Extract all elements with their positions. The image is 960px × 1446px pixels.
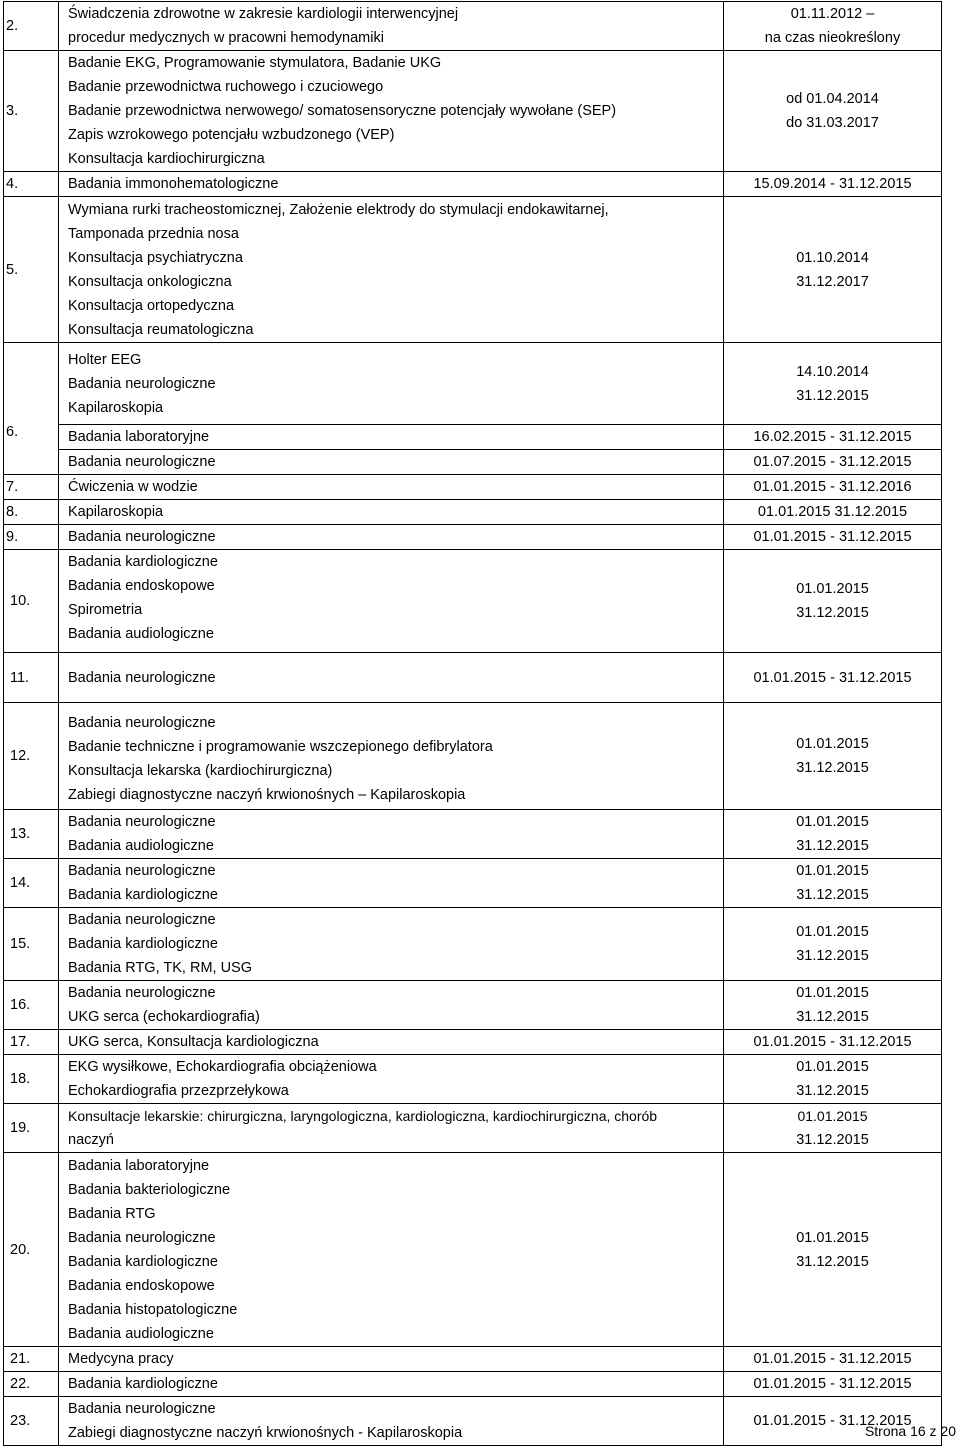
period-line: od 01.04.2014 xyxy=(786,91,879,107)
contract-period xyxy=(724,1372,942,1397)
service-item: Badania neurologiczne xyxy=(68,529,216,545)
service-description xyxy=(59,1397,724,1446)
table-row xyxy=(4,172,942,197)
table-row xyxy=(4,525,942,550)
contract-period xyxy=(724,343,942,425)
contract-period xyxy=(724,1104,942,1153)
service-item: Badanie przewodnictwa nerwowego/ somatosensoryczne potencjały wywołane (SEP) xyxy=(68,103,617,119)
table-row xyxy=(4,1153,942,1347)
period-line: 16.02.2015 - 31.12.2015 xyxy=(753,429,912,445)
service-item: Echokardiografia przezprzełykowa xyxy=(68,1083,289,1099)
service-description xyxy=(59,2,724,51)
service-item: Badania kardiologiczne xyxy=(68,936,218,952)
service-item: Badanie EKG, Programowanie stymulatora, Badanie UKG xyxy=(68,55,442,71)
period-line: 01.01.2015 - 31.12.2015 xyxy=(753,669,912,686)
row-number: 17. xyxy=(4,1030,59,1055)
period-line: 01.01.2015 - 31.12.2015 xyxy=(753,1351,912,1367)
service-item: Badania neurologiczne xyxy=(68,863,216,879)
contract-period xyxy=(724,1347,942,1372)
service-item: Badania audiologiczne xyxy=(68,1325,214,1342)
table-row xyxy=(4,197,942,343)
period-line: 01.11.2012 – xyxy=(790,6,875,22)
row-number: 11. xyxy=(4,653,59,703)
table-row xyxy=(4,343,942,425)
table-row xyxy=(4,810,942,859)
row-number: 6. xyxy=(4,343,59,475)
service-item: Ćwiczenia w wodzie xyxy=(68,479,198,495)
service-item: Świadczenia zdrowotne w zakresie kardiologii interwencyjnej xyxy=(68,6,459,22)
service-description xyxy=(59,425,724,450)
service-item: Zabiegi diagnostyczne naczyń krwionośnych – Kapilaroskopia xyxy=(68,787,466,803)
period-line: 31.12.2017 xyxy=(796,273,869,290)
service-item: Badania kardiologiczne xyxy=(68,1376,218,1392)
service-description xyxy=(59,1104,724,1153)
table-row xyxy=(4,1055,942,1104)
service-item: Konsultacja onkologiczna xyxy=(68,273,232,290)
service-description xyxy=(59,908,724,981)
period-line: 31.12.2015 xyxy=(796,887,869,903)
row-number: 18. xyxy=(4,1055,59,1104)
table-row xyxy=(4,2,942,51)
contract-period xyxy=(724,550,942,653)
period-line: 15.09.2014 - 31.12.2015 xyxy=(753,176,912,192)
service-description xyxy=(59,1347,724,1372)
service-item: UKG serca, Konsultacja kardiologiczna xyxy=(68,1034,319,1050)
row-number: 21. xyxy=(4,1347,59,1372)
table-row xyxy=(4,425,942,450)
period-line: 31.12.2015 xyxy=(796,1132,869,1148)
service-description xyxy=(59,1030,724,1055)
service-item: Badania RTG xyxy=(68,1205,156,1222)
row-number: 19. xyxy=(4,1104,59,1153)
contract-period xyxy=(724,810,942,859)
period-line: na czas nieokreślony xyxy=(764,30,901,46)
service-item: Konsultacja kardiochirurgiczna xyxy=(68,151,265,167)
table-row xyxy=(4,703,942,810)
service-item: Kapilaroskopia xyxy=(68,504,164,520)
service-item: Tamponada przednia nosa xyxy=(68,225,239,242)
contract-period xyxy=(724,197,942,343)
period-line: 31.12.2015 xyxy=(796,605,869,621)
period-line: 01.01.2015 xyxy=(796,581,869,597)
contract-period xyxy=(724,2,942,51)
row-number: 15. xyxy=(4,908,59,981)
service-item: Badania audiologiczne xyxy=(68,838,214,854)
service-description xyxy=(59,450,724,475)
period-line: 01.01.2015 - 31.12.2015 xyxy=(753,1376,912,1392)
table-row xyxy=(4,450,942,475)
table-row xyxy=(4,1397,942,1446)
contract-period xyxy=(724,981,942,1030)
service-item: Badania kardiologiczne xyxy=(68,1253,218,1270)
row-number: 3. xyxy=(4,51,59,172)
service-item: Konsultacja reumatologiczna xyxy=(68,321,254,338)
service-item: Badania neurologiczne xyxy=(68,715,216,731)
service-item: Konsultacje lekarskie: chirurgiczna, laryngologiczna, kardiologiczna, kardiochirurgiczna, chorób xyxy=(68,1108,658,1124)
period-line: 01.01.2015 xyxy=(796,736,869,752)
service-item: EKG wysiłkowe, Echokardiografia obciążeniowa xyxy=(68,1059,377,1075)
contract-period xyxy=(724,425,942,450)
row-number: 10. xyxy=(4,550,59,653)
contract-period xyxy=(724,450,942,475)
period-line: 01.01.2015 xyxy=(796,1229,869,1246)
contract-period xyxy=(724,1030,942,1055)
contract-period xyxy=(724,1055,942,1104)
service-item: Badania kardiologiczne xyxy=(68,887,218,903)
contract-period xyxy=(724,703,942,810)
service-item: Badania bakteriologiczne xyxy=(68,1181,231,1198)
period-line: 31.12.2015 xyxy=(796,838,869,854)
contract-period xyxy=(724,500,942,525)
table-row xyxy=(4,1372,942,1397)
service-item: Konsultacja psychiatryczna xyxy=(68,249,243,266)
table-row xyxy=(4,653,942,703)
contract-services-table xyxy=(3,1,942,1446)
row-number: 9. xyxy=(4,525,59,550)
service-item: Medycyna pracy xyxy=(68,1351,174,1367)
row-number: 2. xyxy=(4,2,59,51)
contract-period xyxy=(724,908,942,981)
row-number: 8. xyxy=(4,500,59,525)
service-item: Badania neurologiczne xyxy=(68,912,216,928)
contract-period xyxy=(724,525,942,550)
period-line: do 31.03.2017 xyxy=(786,115,879,131)
service-item: Badania laboratoryjne xyxy=(68,429,210,445)
period-line: 01.01.2015 xyxy=(796,814,869,830)
period-line: 01.10.2014 xyxy=(796,249,869,266)
period-line: 31.12.2015 xyxy=(796,387,869,404)
period-line: 31.12.2015 xyxy=(796,948,869,964)
service-item: Badania audiologiczne xyxy=(68,626,214,642)
row-number: 7. xyxy=(4,475,59,500)
table-row xyxy=(4,1347,942,1372)
period-line: 01.01.2015 xyxy=(797,1108,868,1124)
service-description xyxy=(59,810,724,859)
period-line: 01.01.2015 xyxy=(796,863,869,879)
service-item: Badania histopatologiczne xyxy=(68,1301,238,1318)
table-row xyxy=(4,550,942,653)
table-row xyxy=(4,908,942,981)
table-row xyxy=(4,475,942,500)
service-item: Badania endoskopowe xyxy=(68,1277,215,1294)
table-row xyxy=(4,859,942,908)
period-line: 01.01.2015 - 31.12.2015 xyxy=(753,1034,912,1050)
service-item: Konsultacja ortopedyczna xyxy=(68,297,235,314)
row-number: 4. xyxy=(4,172,59,197)
service-item: Badania neurologiczne xyxy=(68,669,216,686)
period-line: 01.01.2015 xyxy=(796,985,869,1001)
table-row xyxy=(4,1104,942,1153)
service-description xyxy=(59,1055,724,1104)
period-line: 01.01.2015 - 31.12.2015 xyxy=(753,1413,912,1429)
service-item: Wymiana rurki tracheostomicznej, Założenie elektrody do stymulacji endokawitarnej, xyxy=(68,201,609,218)
service-description xyxy=(59,859,724,908)
service-description xyxy=(59,197,724,343)
row-number: 12. xyxy=(4,703,59,810)
service-description xyxy=(59,51,724,172)
service-item: Badania kardiologiczne xyxy=(68,554,218,570)
period-line: 31.12.2015 xyxy=(796,1009,869,1025)
period-line: 31.12.2015 xyxy=(796,760,869,776)
service-description xyxy=(59,703,724,810)
service-item: naczyń xyxy=(68,1132,114,1148)
service-item: Badania neurologiczne xyxy=(68,454,216,470)
table-row xyxy=(4,981,942,1030)
row-number: 22. xyxy=(4,1372,59,1397)
row-number: 23. xyxy=(4,1397,59,1446)
period-line: 01.01.2015 31.12.2015 xyxy=(757,504,908,520)
service-item: Spirometria xyxy=(68,602,143,618)
service-item: Badania RTG, TK, RM, USG xyxy=(68,960,252,976)
row-number: 14. xyxy=(4,859,59,908)
service-description xyxy=(59,475,724,500)
service-item: Konsultacja lekarska (kardiochirurgiczna) xyxy=(68,763,333,779)
service-item: Badania neurologiczne xyxy=(68,985,216,1001)
service-item: Badania neurologiczne xyxy=(68,1229,216,1246)
service-item: Badania immonohematologiczne xyxy=(68,176,279,192)
service-description xyxy=(59,550,724,653)
period-line: 31.12.2015 xyxy=(796,1083,869,1099)
row-number: 5. xyxy=(4,197,59,343)
period-line: 01.01.2015 - 31.12.2016 xyxy=(753,479,912,495)
service-item: procedur medycznych w pracowni hemodynamiki xyxy=(68,30,384,46)
service-description xyxy=(59,1372,724,1397)
table-row xyxy=(4,500,942,525)
page-number: Strona 16 z 20 xyxy=(864,1423,956,1439)
contract-period xyxy=(724,859,942,908)
service-item: Zapis wzrokowego potencjału wzbudzonego (VEP) xyxy=(68,127,395,143)
period-line: 01.01.2015 xyxy=(796,924,869,940)
service-item: Kapilaroskopia xyxy=(68,399,164,416)
service-item: Badanie techniczne i programowanie wszczepionego defibrylatora xyxy=(68,739,493,755)
period-line: 14.10.2014 xyxy=(796,363,869,380)
service-item: Badanie przewodnictwa ruchowego i czuciowego xyxy=(68,79,384,95)
service-item: Holter EEG xyxy=(68,351,142,368)
row-number: 20. xyxy=(4,1153,59,1347)
row-number: 16. xyxy=(4,981,59,1030)
service-description xyxy=(59,343,724,425)
service-description xyxy=(59,653,724,703)
service-item: UKG serca (echokardiografia) xyxy=(68,1009,260,1025)
contract-period xyxy=(724,475,942,500)
period-line: 01.01.2015 - 31.12.2015 xyxy=(753,529,912,545)
service-description xyxy=(59,172,724,197)
contract-period xyxy=(724,1153,942,1347)
contract-period xyxy=(724,172,942,197)
service-description xyxy=(59,500,724,525)
service-item: Badania endoskopowe xyxy=(68,578,215,594)
service-item: Zabiegi diagnostyczne naczyń krwionośnych - Kapilaroskopia xyxy=(68,1425,463,1441)
service-description xyxy=(59,981,724,1030)
row-number: 13. xyxy=(4,810,59,859)
period-line: 01.01.2015 xyxy=(796,1059,869,1075)
period-line: 31.12.2015 xyxy=(796,1253,869,1270)
service-item: Badania neurologiczne xyxy=(68,814,216,830)
table-row xyxy=(4,51,942,172)
service-description xyxy=(59,525,724,550)
contract-period xyxy=(724,653,942,703)
service-description xyxy=(59,1153,724,1347)
service-item: Badania neurologiczne xyxy=(68,1401,216,1417)
table-body xyxy=(4,2,942,1446)
table-row xyxy=(4,1030,942,1055)
contract-period xyxy=(724,51,942,172)
service-item: Badania neurologiczne xyxy=(68,375,216,392)
period-line: 01.07.2015 - 31.12.2015 xyxy=(753,454,912,470)
service-item: Badania laboratoryjne xyxy=(68,1157,210,1174)
